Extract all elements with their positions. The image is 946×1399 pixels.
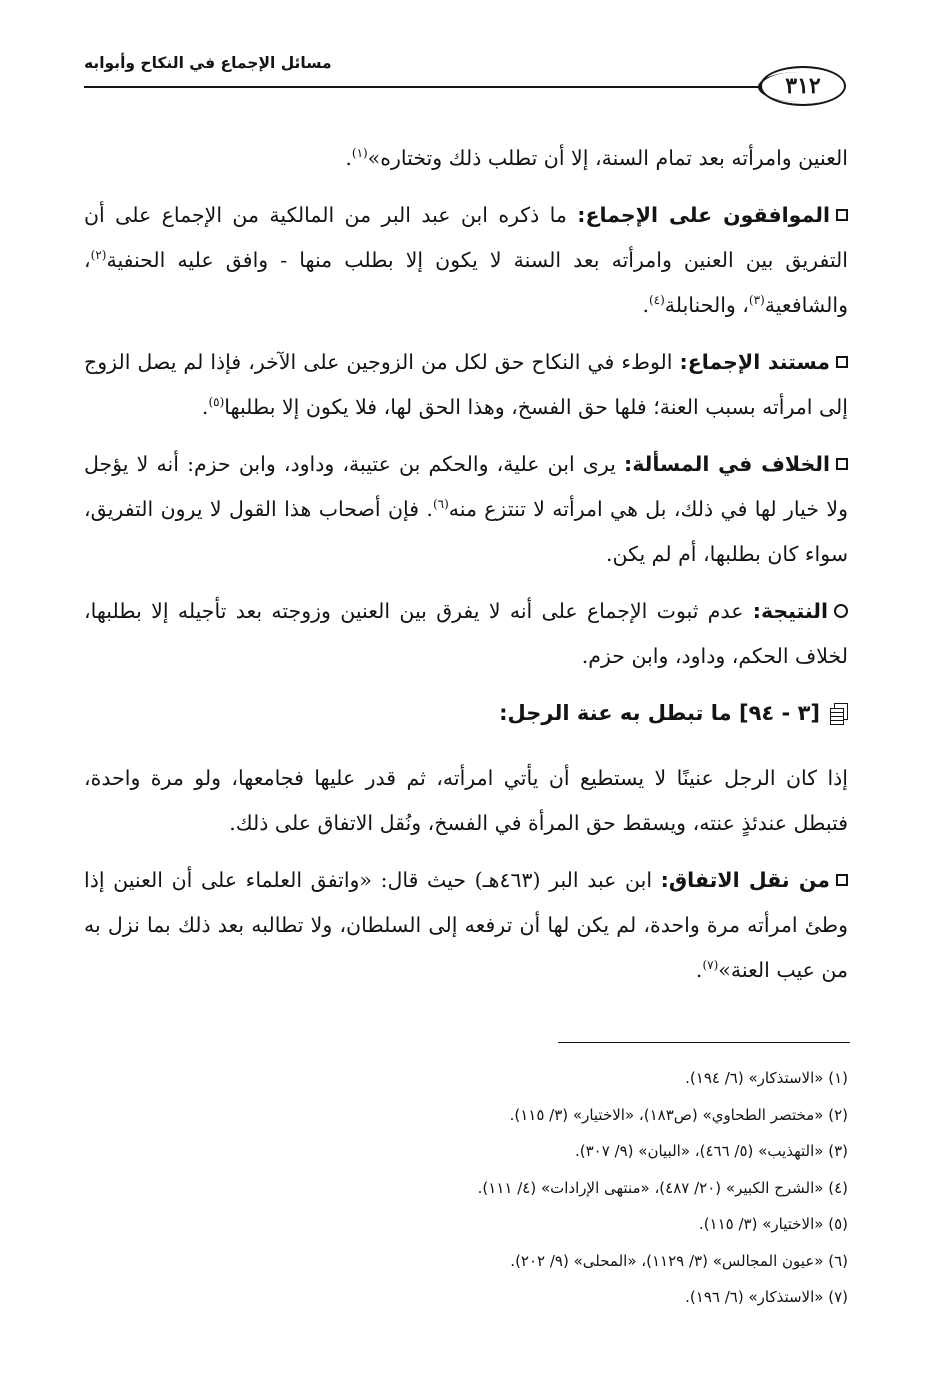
footnote-item: (٧) «الاستذكار» (٦/ ١٩٦).	[685, 1288, 848, 1306]
square-bullet-icon	[836, 458, 848, 470]
square-bullet-icon	[836, 874, 848, 886]
footnote-item: (١) «الاستذكار» (٦/ ١٩٤).	[685, 1069, 848, 1087]
paragraph-text: الوطء في النكاح حق لكل من الزوجين على الآخر، فإذا لم يصل الزوج إلى امرأته بسبب العنة؛ فلها حق الفسخ، وهذا الحق لها، فلا يكون إلا بطلبها	[84, 350, 848, 419]
paragraph-lead: الخلاف في المسألة:	[624, 452, 830, 476]
paragraph-agreeing	[84, 193, 848, 328]
paragraph-text: العنين وامرأته بعد تمام السنة، إلا أن تطلب ذلك وتختاره»	[367, 146, 848, 170]
paragraph-intro	[84, 756, 848, 846]
paragraph-end: .	[642, 293, 649, 317]
square-bullet-icon	[836, 209, 848, 221]
footnote-item: (٣) «التهذيب» (٥/ ٤٦٦)، «البيان» (٩/ ٣٠٧).	[574, 1142, 848, 1160]
page-number-oval	[760, 66, 846, 106]
footnote-ref: (٥)	[208, 395, 225, 410]
footnote-ref: (١)	[351, 146, 368, 161]
section-number: [٣ - ٩٤]	[738, 701, 820, 725]
paragraph-lead: النتيجة:	[752, 599, 828, 623]
circle-bullet-icon	[834, 604, 848, 618]
paragraph-continuation	[84, 136, 848, 181]
paragraph-result	[84, 589, 848, 679]
paragraph-text: إذا كان الرجل عنينًا لا يستطيع أن يأتي امرأته، ثم قدر عليها فجامعها، ولو مرة واحدة، فتبطل عندئذٍ عنته، ويسقط حق المرأة في الفسخ، ونُقل الاتفاق على ذلك.	[84, 766, 848, 835]
paragraph-text: يرى ابن علية، والحكم بن عتيبة، وداود، وابن حزم: أنه لا يؤجل ولا خيار لها في ذلك، بل هي امرأته لا تنتزع منه	[84, 452, 848, 521]
paragraph-text: ما ذكره ابن عبد البر من المالكية من الإجماع على أن التفريق بين العنين وامرأته بعد السنة لا يكون إلا بطلب منها - وافق عليه الحنفية	[84, 203, 848, 272]
paragraph-consensus-source	[84, 858, 848, 993]
paragraph-disagreement	[84, 442, 848, 577]
footnote-ref: (٦)	[432, 497, 449, 512]
section-title: ما تبطل به عنة الرجل:	[499, 701, 739, 725]
paragraph-lead: الموافقون على الإجماع:	[577, 203, 830, 227]
square-bullet-icon	[836, 356, 848, 368]
paragraph-end: .	[345, 146, 352, 170]
paragraph-lead: مستند الإجماع:	[679, 350, 830, 374]
footnote-ref: (٣)	[748, 293, 765, 308]
paragraph-end: .	[201, 395, 209, 419]
page-number: ٣١٢	[785, 73, 821, 99]
paragraph-text: ابن عبد البر (٤٦٣هـ) حيث قال: «واتفق العلماء على أن العنين إذا وطئ امرأته مرة واحدة، لم يكن لها أن ترفعه إلى السلطان، ولا تطالبه بعد ذلك بما نزل به من عيب العنة»	[84, 868, 848, 982]
section-heading	[84, 691, 848, 736]
paragraph-basis	[84, 340, 848, 430]
paragraph-lead: من نقل الاتفاق:	[660, 868, 830, 892]
body-text	[84, 136, 848, 1005]
paragraph-end: .	[695, 958, 703, 982]
footnote-ref: (٤)	[648, 293, 665, 308]
paragraph-text: ، والحنابلة	[664, 293, 749, 317]
footnote-ref: (٢)	[90, 248, 107, 263]
footnote-ref: (٧)	[702, 958, 719, 973]
documents-icon	[830, 703, 848, 725]
footnote-separator	[558, 1042, 850, 1043]
footnotes-list	[84, 1060, 848, 1316]
footnote-item: (٦) «عيون المجالس» (٣/ ١١٢٩)، «المحلى» (٩/ ٢٠٢).	[510, 1251, 848, 1270]
paragraph-text: ، والشافعية	[84, 248, 848, 317]
header-rule	[84, 86, 764, 88]
footnote-item: (٢) «مختصر الطحاوي» (ص١٨٣)، «الاختيار» (٣/ ١١٥).	[509, 1105, 848, 1124]
paragraph-text: عدم ثبوت الإجماع على أنه لا يفرق بين العنين وزوجته بعد تأجيله إلا بطلبها، لخلاف الحكم، وداود، وابن حزم.	[84, 599, 848, 668]
running-title: مسائل الإجماع في النكاح وأبوابه	[84, 54, 332, 72]
paragraph-text: . فإن أصحاب هذا القول لا يرون التفريق، سواء كان بطلبها، أم لم يكن.	[84, 497, 848, 566]
footnote-item: (٥) «الاختيار» (٣/ ١١٥).	[698, 1215, 848, 1233]
footnote-item: (٤) «الشرح الكبير» (٢٠/ ٤٨٧)، «منتهى الإرادات» (٤/ ١١١).	[477, 1178, 848, 1197]
